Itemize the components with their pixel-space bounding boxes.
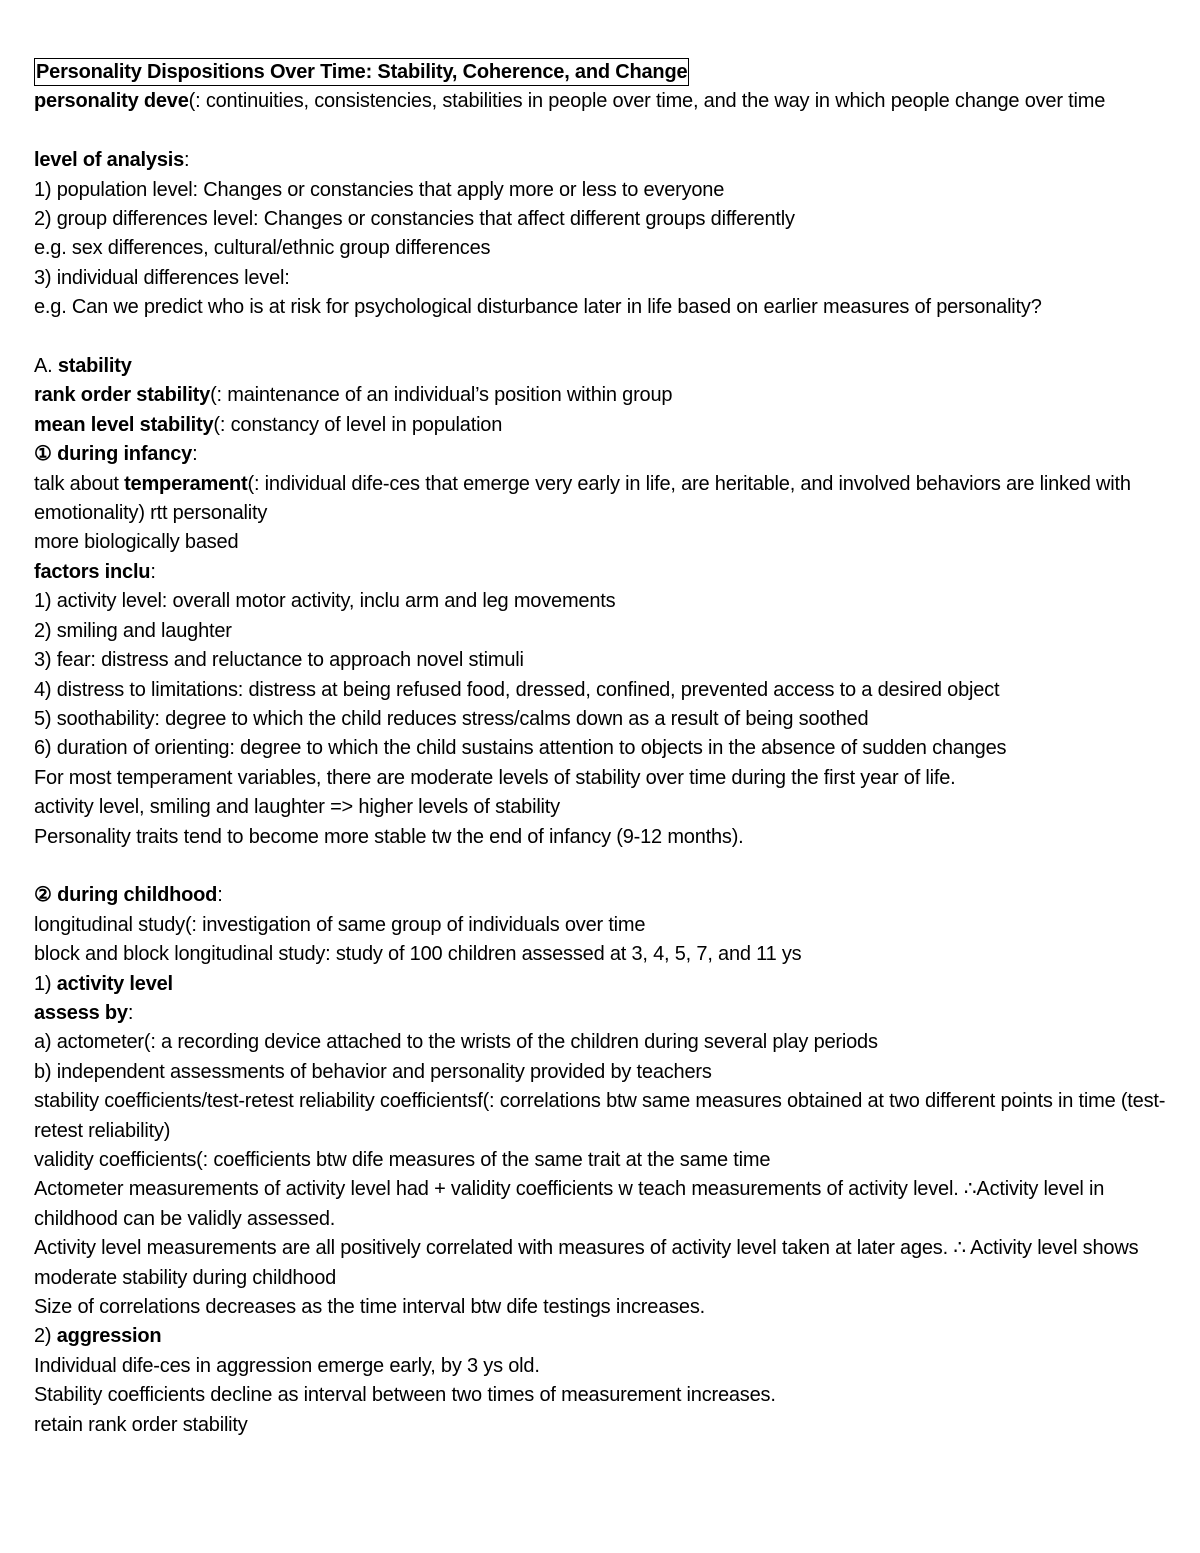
intro-definition [34, 87, 1174, 116]
size-note: Size of correlations decreases as the time interval btw dife testings increases. [34, 1296, 705, 1319]
mean-level-def: (: constancy of level in population [213, 413, 503, 436]
factor-item: 3) fear: distress and reluctance to approach novel stimuli [34, 649, 524, 672]
aggression-prefix: 2) [34, 1325, 57, 1348]
document-page [34, 58, 1174, 1440]
factors-colon: : [150, 560, 156, 583]
factor-item: 6) duration of orienting: degree to which the child sustains attention to objects in the absence of sudden changes [34, 737, 1007, 760]
infancy-note: For most temperament variables, there are moderate levels of stability over time during the first year of life. [34, 766, 956, 789]
factor-item: 2) smiling and laughter [34, 619, 232, 642]
infancy-note: activity level, smiling and laughter => higher levels of stability [34, 796, 560, 819]
assess-heading-line [34, 999, 1174, 1028]
stability-prefix: A. [34, 355, 58, 378]
temperament-term: temperament [124, 472, 248, 495]
stability-coefficients: stability coefficients/test-retest reliability coefficientsf(: correlations btw same measures obtained at two different points in time (test-retest reliability) [34, 1090, 1166, 1142]
level-1: 1) population level: Changes or constancies that apply more or less to everyone [34, 178, 725, 201]
levels-colon: : [184, 149, 190, 172]
activity-prefix: 1) [34, 972, 57, 995]
mean-level-term: mean level stability [34, 413, 214, 436]
longitudinal-study: longitudinal study(: investigation of same group of individuals over time [34, 913, 646, 936]
activity-heading: activity level [56, 972, 173, 995]
temperament-pre: talk about [34, 472, 125, 495]
temperament-line [34, 470, 1174, 529]
infancy-heading-line [34, 440, 1174, 469]
assess-item-a: a) actometer(: a recording device attached to the wrists of the children during several play periods [34, 1031, 878, 1054]
temperament-def: (: individual dife-ces that emerge very early in life, are heritable, and involved behaviors are linked with emotionality) rtt personality [34, 472, 1131, 525]
aggression-heading: aggression [56, 1325, 162, 1348]
title-line [34, 58, 1174, 87]
rank-order-def: (: maintenance of an individual’s position within group [210, 384, 673, 407]
assess-item-b: b) independent assessments of behavior and personality provided by teachers [34, 1060, 712, 1083]
actometer-note: Actometer measurements of activity level had + validity coefficients w teach measurements of activity level. ∴Activity level in childhood can be validly assessed. [34, 1178, 1105, 1230]
level-2-example: e.g. sex differences, cultural/ethnic group differences [34, 237, 491, 260]
rank-order-term: rank order stability [34, 384, 211, 407]
intro-term: personality deve [34, 90, 189, 113]
factor-item: 4) distress to limitations: distress at being refused food, dressed, confined, prevented access to a desired object [34, 678, 1000, 701]
aggression-heading-line [34, 1322, 1174, 1351]
childhood-colon: : [217, 884, 223, 907]
infancy-heading: ① during infancy [34, 443, 193, 466]
factors-heading-line [34, 558, 1174, 587]
rank-order-line [34, 381, 1174, 410]
factor-item: 1) activity level: overall motor activity, inclu arm and leg movements [34, 590, 616, 613]
stability-heading-line [34, 352, 1174, 381]
level-3: 3) individual differences level: [34, 266, 290, 289]
activity-level-heading-line [34, 970, 1174, 999]
factor-item: 5) soothability: degree to which the child reduces stress/calms down as a result of being soothed [34, 707, 869, 730]
assess-colon: : [127, 1001, 134, 1024]
level-3-example: e.g. Can we predict who is at risk for psychological disturbance later in life based on earlier measures of personality? [34, 296, 1042, 319]
infancy-colon: : [192, 443, 198, 466]
block-study: block and block longitudinal study: study of 100 children assessed at 3, 4, 5, 7, and 11 ys [34, 943, 802, 966]
spacer [34, 117, 1174, 146]
intro-def: (: continuities, consistencies, stabilities in people over time, and the way in which people change over time [188, 90, 1106, 113]
validity-coefficients: validity coefficients(: coefficients btw dife measures of the same trait at the same time [34, 1148, 771, 1171]
aggression-note: Individual dife-ces in aggression emerge early, by 3 ys old. [34, 1354, 540, 1377]
aggression-note: retain rank order stability [34, 1413, 248, 1436]
biologically-based: more biologically based [34, 531, 239, 554]
aggression-note: Stability coefficients decline as interval between two times of measurement increases. [34, 1384, 776, 1407]
spacer [34, 852, 1174, 881]
childhood-heading-line [34, 881, 1174, 910]
childhood-heading: ② during childhood [34, 884, 218, 907]
infancy-note: Personality traits tend to become more stable tw the end of infancy (9-12 months). [34, 825, 744, 848]
assess-heading: assess by [34, 1001, 128, 1024]
spacer [34, 323, 1174, 352]
level-2: 2) group differences level: Changes or constancies that affect different groups differently [34, 208, 795, 231]
document-title: Personality Dispositions Over Time: Stability, Coherence, and Change [34, 58, 689, 86]
stability-heading: stability [57, 355, 132, 378]
levels-heading-line [34, 146, 1174, 175]
mean-level-line [34, 411, 1174, 440]
factors-heading: factors inclu [34, 560, 151, 583]
activity-note: Activity level measurements are all positively correlated with measures of activity level taken at later ages. ∴ Activity level shows moderate stability during childhood [34, 1237, 1139, 1289]
levels-heading: level of analysis [34, 149, 185, 172]
